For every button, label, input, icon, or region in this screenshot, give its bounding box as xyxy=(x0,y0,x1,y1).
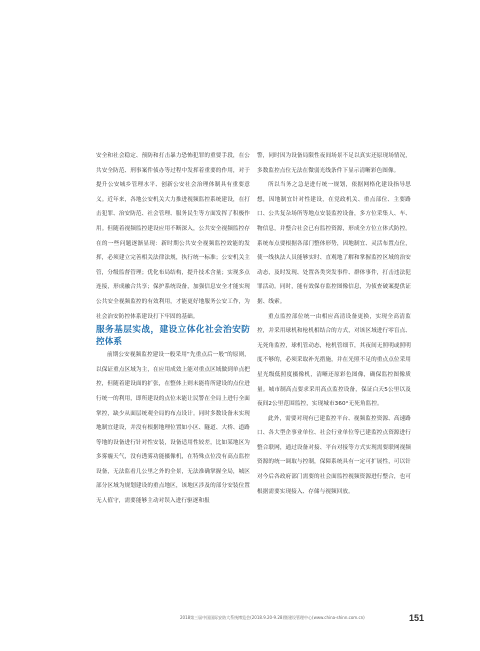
right-paragraph-2: 所以当务之急是进行统一规划，依据网格化建设指导思想，因地制宜针对性建设，在党政机关、重点部位、主要路口、公共复杂场所等地点安装监控设备，多方位采集人、车、物信息，并整合社会已有监控资源，形成全方位立体式防控。系统布点要根据各部门整体形势，因地制宜、灵活布置点位，使一线执法人员能够实时、直观地了解和掌握监控区域的治安动态，及时发现、处置各类突发事件、群体事件，打击违法犯罪活动。同时，能有效保存监控图像信息，为侦查破案提供证据、线索。 xyxy=(257,182,411,305)
right-column xyxy=(257,149,411,499)
page-number: 151 xyxy=(409,613,425,623)
right-paragraph-4: 此外，需要对现有已建监控平台、视频监控资源、高速路口、各大型企事业单位、社会行业单位等已建监控点资源进行整合联网，通过设备对接、平台对接等方式实现需要联网视频资源的统一调取与控制，保障系统具有一定可扩展性，可以针对今后各政府部门需要的社会面监控视频资源进行整合，也可根据需要实现接入、存储与视频回放。 xyxy=(257,415,411,495)
right-paragraph-1: 警，同时因为设备局限性夜间场景不足以真实还原现场情况，多数监控点位无法在微弱光线条件下显示清晰彩色图像。 xyxy=(257,153,411,174)
page-footer xyxy=(180,611,480,625)
footer-info: 2018第三届中国国际安防大系统博览会(2018.9.20-9.28)暨建设管理中心(www.china-shinn.com.cn) xyxy=(180,615,365,620)
left-paragraph-2: 前期公安视频监控建设一般采用“先重点后一般”的原则，以保证重点区域为主，在应用成效上能对重点区域做到单点把控，但随着建设面的扩张，在整体上则未能将所建设的点位进行统一的利用，即所建设的点位未能让民警在全局上进行全面掌控，缺少从面层统观全局的布点设计。同时多数设备未实现地制宜建设，并没有根据地理位置如小区、隧道、大桥、道路等地的设备进行针对性安装，设备适用性较差，比如某地区为多雾霾天气，没有透雾功能摄像机，在特殊点位没有高点监控设备，无法监看几公里之外的全景，无法准确掌握全局，城区部分区域为规划建设的重点地区，该地区涉及的部分安装位置无人值守，需要能够主动对误入进行驱逐和报 xyxy=(96,352,250,505)
left-column xyxy=(96,149,250,509)
section-heading: 服务基层实战，建设立体化社会治安防控体系 xyxy=(96,325,250,348)
left-paragraph-1: 安全和社会稳定、预防和打击暴力恐怖犯罪的重要手段，在公共安全防范、刑事案件侦办等过程中发挥着重要的作用，对于提升公安城乡管理水平、创新公安社会治理体制具有重要意义。近年来，各地公安机关大力推进视频监控系统建设，在打击犯罪、治安防范、社会管理、服务民生等方面发挥了积极作用。但随着视频监控建设应用不断深入，公共安全视频监控存在的一些问题逐渐显现：新时期公共安全视频监控效能的发挥，必须建立完善相关法律法规，执行统一标准；公安机关主管，分级监督管理；优化布局结构，提升技术含量；实现多点连接，形成融合共享；保护系统设备，加强信息安全才能实现公共安全视频监控的有效利用，才能更好地服务公安工作，为社会治安防控体系建设打下牢固的基础。 xyxy=(96,153,250,320)
right-paragraph-3: 重点监控部位统一由相应高清设备更换，实现全高清监控，并采用球机和枪机相结合的方式，对该区域进行零盲点、无死角监控，球机管动态，枪机管细节，其夜间无照明或照明度不够的，必须采取补光措施，并在光照不足的重点点位采用星光级低照度摄像机，清晰还原彩色图像，确保监控图像质量。城市制高点要求采用高点监控设备，保证白天5公里以及夜间2公里范围监控，实现城市360°无死角监控。 xyxy=(257,313,411,408)
